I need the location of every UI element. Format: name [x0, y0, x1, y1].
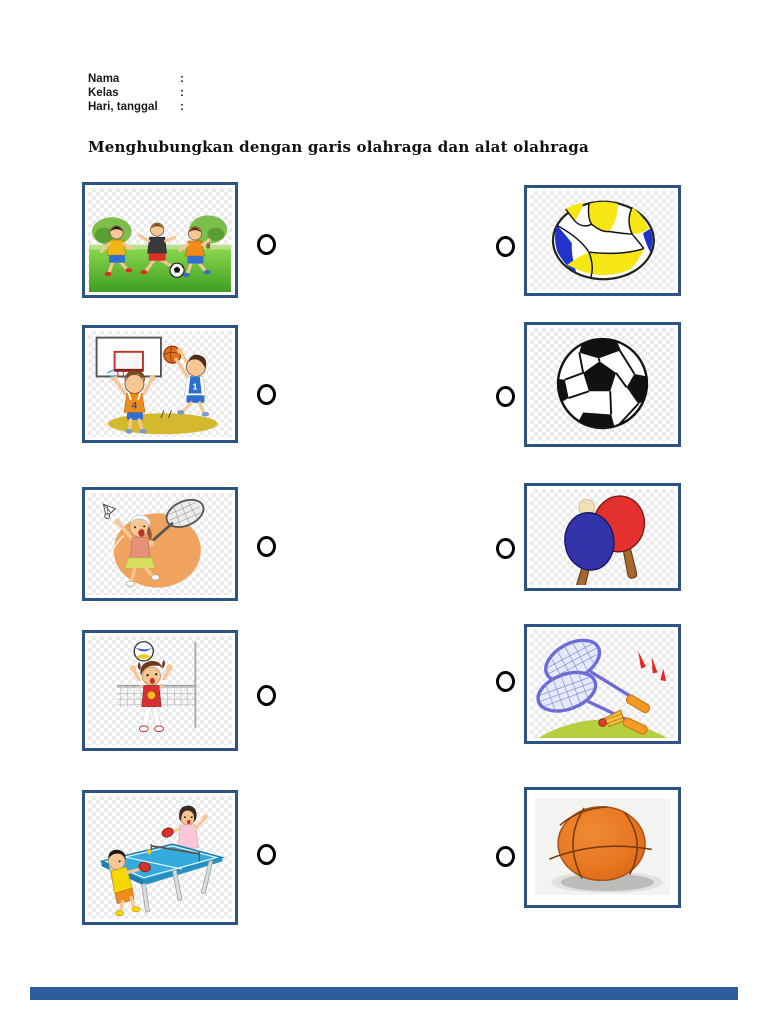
name-label: Nama — [88, 73, 120, 85]
image-box-basketball-play — [82, 325, 238, 443]
connector-circle-right-5[interactable] — [496, 846, 515, 867]
checkered-background — [88, 796, 232, 919]
image-box-volleyball-play — [82, 630, 238, 751]
worksheet-title: Menghubungkan dengan garis olahraga dan alat olahraga — [88, 138, 589, 156]
image-box-volleyball — [524, 185, 681, 296]
jersey-number-4: 4 — [131, 400, 138, 412]
connector-circle-right-1[interactable] — [496, 236, 515, 257]
checkered-background — [530, 630, 675, 738]
class-field-row — [88, 86, 184, 100]
page-divider-bar — [30, 987, 738, 1000]
name-field-row — [88, 72, 184, 86]
connector-circle-right-2[interactable] — [496, 386, 515, 407]
date-label: Hari, tanggal — [88, 101, 158, 113]
volleyball-ball-illustration — [530, 191, 675, 290]
class-label: Kelas — [88, 87, 119, 99]
basketball-ball-illustration — [530, 793, 675, 902]
connector-circle-left-3[interactable] — [257, 536, 276, 557]
checkered-background — [88, 331, 232, 437]
connector-circle-left-5[interactable] — [257, 844, 276, 865]
name-colon: : — [180, 73, 184, 85]
children-playing-table-tennis-illustration — [88, 796, 232, 919]
image-box-soccer-ball — [524, 322, 681, 447]
girl-playing-badminton-illustration — [88, 493, 232, 595]
connector-circle-right-4[interactable] — [496, 671, 515, 692]
connector-circle-left-2[interactable] — [257, 384, 276, 405]
connector-circle-left-1[interactable] — [257, 234, 276, 255]
plain-background — [530, 793, 675, 902]
image-box-soccer-play — [82, 182, 238, 298]
checkered-background — [88, 493, 232, 595]
boy-playing-volleyball-illustration — [88, 636, 232, 745]
image-box-rackets — [524, 624, 681, 744]
image-box-basketball — [524, 787, 681, 908]
date-colon: : — [180, 101, 184, 113]
checkered-background — [530, 489, 675, 585]
jersey-number-1: 1 — [192, 381, 198, 392]
student-info-header — [88, 72, 184, 114]
image-box-paddles — [524, 483, 681, 591]
date-field-row — [88, 100, 184, 114]
image-box-badminton-play — [82, 487, 238, 601]
checkered-background — [530, 191, 675, 290]
badminton-rackets-and-shuttlecock-illustration — [530, 630, 675, 738]
checkered-background — [530, 328, 675, 441]
children-playing-basketball-illustration — [88, 331, 232, 437]
class-colon: : — [180, 87, 184, 99]
checkered-background — [88, 636, 232, 745]
connector-circle-left-4[interactable] — [257, 685, 276, 706]
soccer-ball-illustration — [530, 328, 675, 441]
table-tennis-paddles-and-ball-illustration — [530, 489, 675, 585]
children-playing-soccer-illustration — [88, 188, 232, 292]
image-box-table-tennis-play — [82, 790, 238, 925]
checkered-background — [88, 188, 232, 292]
connector-circle-right-3[interactable] — [496, 538, 515, 559]
